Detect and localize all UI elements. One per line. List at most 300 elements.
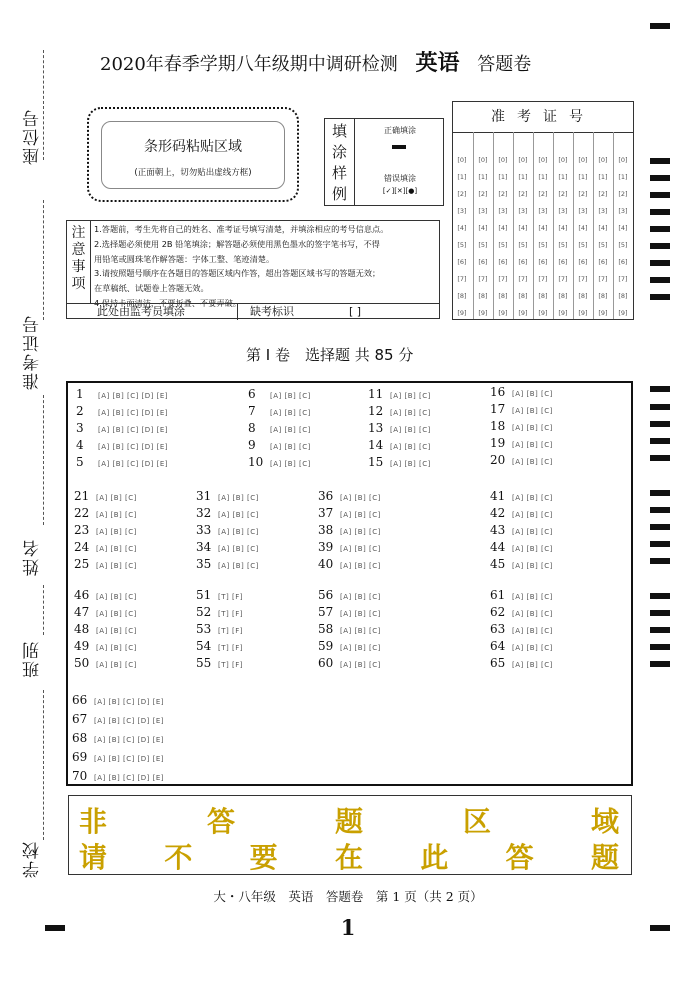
barcode-area[interactable] — [87, 107, 299, 202]
exam-id-bubble[interactable]: [9] — [558, 309, 568, 317]
exam-id-bubble[interactable]: [4] — [558, 224, 568, 232]
exam-id-bubble[interactable]: [6] — [478, 258, 488, 266]
exam-id-bubble[interactable]: [9] — [538, 309, 548, 317]
question-row — [196, 639, 254, 653]
question-row — [76, 438, 179, 452]
question-number: 9 — [248, 438, 256, 452]
answer-options[interactable]: [A] [B] [C] — [340, 562, 381, 570]
question-number: 50 — [74, 656, 90, 670]
exam-id-column — [513, 132, 533, 319]
answer-options[interactable]: [A] [B] [C] — [512, 528, 553, 536]
answer-options[interactable]: [A] [B] [C] — [390, 443, 431, 451]
question-number: 7 — [248, 404, 256, 418]
timing-mark — [650, 158, 670, 164]
question-number: 43 — [490, 523, 506, 537]
exam-id-bubble[interactable]: [9] — [478, 309, 488, 317]
barcode-label: 条形码粘贴区域 — [144, 139, 242, 155]
exam-id-bubble[interactable]: [6] — [538, 258, 548, 266]
exam-id-column — [493, 132, 513, 319]
exam-id-bubble[interactable]: [8] — [538, 292, 548, 300]
timing-mark — [650, 243, 670, 249]
exam-id-bubble[interactable]: [2] — [457, 190, 467, 198]
exam-id-bubble[interactable]: [3] — [457, 207, 467, 215]
question-number: 49 — [74, 639, 90, 653]
answer-options[interactable]: [A] [B] [C] — [270, 443, 311, 451]
question-row — [76, 404, 179, 418]
exam-id-bubble[interactable]: [4] — [598, 224, 608, 232]
exam-id-bubble[interactable]: [4] — [518, 224, 528, 232]
answer-options[interactable]: [T] [F] — [218, 610, 243, 618]
question-row — [318, 557, 392, 571]
question-row — [74, 557, 148, 571]
exam-id-bubble[interactable]: [9] — [457, 309, 467, 317]
answer-options[interactable]: [A] [B] [C] [D] [E] — [94, 698, 165, 706]
answer-options[interactable]: [A] [B] [C] [D] [E] — [94, 755, 165, 763]
section-title: 第 Ⅰ 卷 选择题 共 85 分 — [246, 346, 414, 364]
exam-id-bubble[interactable]: [7] — [598, 275, 608, 283]
exam-id-bubble[interactable]: [8] — [478, 292, 488, 300]
question-number: 18 — [490, 419, 506, 433]
question-row — [318, 605, 392, 619]
correct-fill-label: 正确填涂 — [384, 126, 416, 135]
exam-id-bubble[interactable]: [3] — [578, 207, 588, 215]
side-divider — [43, 585, 44, 635]
question-number: 44 — [490, 540, 506, 554]
exam-id-bubble[interactable]: [3] — [618, 207, 628, 215]
side-divider — [43, 200, 44, 320]
exam-id-bubble[interactable]: [5] — [457, 241, 467, 249]
exam-id-bubble[interactable]: [9] — [498, 309, 508, 317]
question-row — [196, 506, 270, 520]
exam-id-bubble[interactable]: [8] — [518, 292, 528, 300]
timing-mark — [650, 23, 670, 29]
answer-options[interactable]: [A] [B] [C] — [218, 494, 259, 502]
question-number: 23 — [74, 523, 90, 537]
question-row — [490, 489, 564, 503]
timing-mark — [650, 524, 670, 530]
exam-id-bubble[interactable]: [3] — [478, 207, 488, 215]
question-number: 1 — [76, 387, 84, 401]
question-number: 48 — [74, 622, 90, 636]
answer-options[interactable]: [A] [B] [C] — [512, 407, 553, 415]
answer-options[interactable]: [A] [B] [C] — [340, 627, 381, 635]
exam-id-bubble[interactable]: [5] — [538, 241, 548, 249]
exam-id-bubble[interactable]: [2] — [558, 190, 568, 198]
exam-id-bubble[interactable]: [8] — [457, 292, 467, 300]
question-number: 56 — [318, 588, 334, 602]
exam-id-bubble[interactable]: [2] — [598, 190, 608, 198]
answer-options[interactable]: [A] [B] [C] — [512, 610, 553, 618]
answer-options[interactable]: [A] [B] [C] — [218, 511, 259, 519]
page-number: 1 — [340, 915, 356, 940]
question-number: 11 — [368, 387, 384, 401]
answer-options[interactable]: [A] [B] [C] — [390, 460, 431, 468]
page-footer: 大・八年级 英语 答题卷 第 1 页（共 2 页） — [213, 889, 483, 904]
question-row — [248, 404, 322, 418]
exam-id-bubble[interactable]: [7] — [538, 275, 548, 283]
exam-id-bubble[interactable]: [1] — [558, 173, 568, 181]
answer-options[interactable]: [A] [B] [C] — [218, 545, 259, 553]
answer-options[interactable]: [A] [B] [C] — [340, 644, 381, 652]
timing-mark — [650, 386, 670, 392]
timing-mark — [650, 541, 670, 547]
exam-id-bubble[interactable]: [6] — [457, 258, 467, 266]
question-row — [368, 404, 442, 418]
exam-id-bubble[interactable]: [9] — [618, 309, 628, 317]
question-row — [368, 455, 442, 469]
question-number: 51 — [196, 588, 212, 602]
exam-id-column — [453, 132, 472, 319]
no-answer-char: 题 — [590, 841, 619, 874]
exam-id-bubble[interactable]: [6] — [498, 258, 508, 266]
exam-id-bubble[interactable]: [2] — [618, 190, 628, 198]
timing-mark — [650, 610, 670, 616]
exam-id-bubble[interactable]: [2] — [518, 190, 528, 198]
question-number: 40 — [318, 557, 334, 571]
answer-options[interactable]: [A] [B] [C] — [96, 627, 137, 635]
exam-id-column — [573, 132, 593, 319]
question-number: 66 — [72, 693, 88, 707]
question-row — [196, 605, 254, 619]
exam-id-bubble[interactable]: [6] — [518, 258, 528, 266]
question-row — [318, 639, 392, 653]
answer-options[interactable]: [T] [F] — [218, 627, 243, 635]
question-number: 25 — [74, 557, 90, 571]
question-number: 55 — [196, 656, 212, 670]
exam-id-bubble[interactable]: [1] — [598, 173, 608, 181]
correct-fill-mark — [392, 145, 406, 149]
exam-id-bubble[interactable]: [4] — [618, 224, 628, 232]
exam-id-bubble[interactable]: [1] — [538, 173, 548, 181]
exam-id-bubble[interactable]: [3] — [498, 207, 508, 215]
answer-options[interactable]: [A] [B] [C] — [340, 661, 381, 669]
timing-mark — [650, 438, 670, 444]
answer-sheet — [66, 381, 633, 786]
exam-id-bubble[interactable]: [7] — [478, 275, 488, 283]
timing-mark — [650, 277, 670, 283]
answer-options[interactable]: [A] [B] [C] — [96, 661, 137, 669]
exam-id-column — [473, 132, 493, 319]
timing-mark — [650, 490, 670, 496]
question-row — [490, 419, 564, 433]
question-row — [196, 540, 270, 554]
side-divider — [43, 395, 44, 525]
question-row — [196, 557, 270, 571]
exam-id-bubble[interactable]: [3] — [518, 207, 528, 215]
side-divider — [43, 690, 44, 840]
question-number: 24 — [74, 540, 90, 554]
question-row — [196, 622, 254, 636]
question-number: 31 — [196, 489, 212, 503]
exam-id-bubble[interactable]: [9] — [518, 309, 528, 317]
question-number: 38 — [318, 523, 334, 537]
question-number: 65 — [490, 656, 506, 670]
answer-options[interactable]: [A] [B] [C] — [340, 528, 381, 536]
answer-options[interactable]: [A] [B] [C] — [512, 627, 553, 635]
no-answer-char: 非 — [79, 805, 108, 838]
answer-options[interactable]: [A] [B] [C] — [512, 661, 553, 669]
answer-options[interactable]: [A] [B] [C] — [512, 545, 553, 553]
timing-mark — [650, 627, 670, 633]
exam-id-bubble[interactable]: [4] — [457, 224, 467, 232]
exam-id-bubble[interactable]: [1] — [618, 173, 628, 181]
no-answer-row-1 — [79, 800, 649, 840]
exam-id-bubble[interactable]: [9] — [598, 309, 608, 317]
timing-mark — [650, 593, 670, 599]
exam-id-bubble[interactable]: [1] — [457, 173, 467, 181]
question-number: 67 — [72, 712, 88, 726]
answer-options[interactable]: [A] [B] [C] — [340, 545, 381, 553]
question-number: 2 — [76, 404, 84, 418]
question-row — [72, 769, 175, 783]
question-number: 17 — [490, 402, 506, 416]
exam-id-bubble[interactable]: [7] — [578, 275, 588, 283]
question-number: 45 — [490, 557, 506, 571]
question-row — [490, 385, 564, 399]
exam-id-bubble[interactable]: [2] — [478, 190, 488, 198]
exam-id-bubble[interactable]: [4] — [478, 224, 488, 232]
question-number: 13 — [368, 421, 384, 435]
exam-id-bubble[interactable]: [6] — [598, 258, 608, 266]
exam-id-bubble[interactable]: [6] — [618, 258, 628, 266]
no-answer-char: 答 — [206, 805, 235, 838]
wrong-fill-label: 错误填涂 — [384, 174, 416, 183]
exam-id-bubble[interactable]: [8] — [498, 292, 508, 300]
exam-id-bubble[interactable]: [1] — [578, 173, 588, 181]
no-answer-char: 区 — [462, 805, 491, 838]
timing-mark — [650, 209, 670, 215]
exam-id-bubble[interactable]: [1] — [478, 173, 488, 181]
exam-id-bubble[interactable]: [4] — [498, 224, 508, 232]
question-number: 42 — [490, 506, 506, 520]
timing-mark — [650, 507, 670, 513]
exam-id-bubble[interactable]: [0] — [498, 156, 508, 164]
notes-label: 注 意 事 项 — [67, 221, 91, 303]
answer-options[interactable]: [A] [B] [C] [D] [E] — [98, 392, 169, 400]
timing-mark — [650, 558, 670, 564]
answer-options[interactable]: [A] [B] [C] — [96, 610, 137, 618]
question-row — [74, 605, 148, 619]
answer-options[interactable]: [A] [B] [C] — [270, 392, 311, 400]
exam-id-bubble[interactable]: [0] — [518, 156, 528, 164]
answer-options[interactable]: [A] [B] [C] — [512, 441, 553, 449]
exam-id-bubble[interactable]: [8] — [558, 292, 568, 300]
answer-options[interactable]: [A] [B] [C] — [512, 562, 553, 570]
question-row — [490, 453, 564, 467]
answer-options[interactable]: [A] [B] [C] — [512, 494, 553, 502]
exam-id-bubble[interactable]: [0] — [618, 156, 628, 164]
question-row — [248, 387, 322, 401]
question-number: 5 — [76, 455, 84, 469]
question-row — [74, 506, 148, 520]
question-number: 36 — [318, 489, 334, 503]
wrong-fill-marks: [✓][✕][●] — [382, 187, 418, 195]
answer-options[interactable]: [A] [B] [C] [D] [E] — [98, 460, 169, 468]
question-number: 35 — [196, 557, 212, 571]
question-number: 41 — [490, 489, 506, 503]
answer-options[interactable]: [A] [B] [C] — [96, 562, 137, 570]
question-number: 33 — [196, 523, 212, 537]
question-number: 64 — [490, 639, 506, 653]
exam-id-bubble[interactable]: [8] — [598, 292, 608, 300]
fill-example-box — [324, 118, 444, 206]
exam-id-bubble[interactable]: [7] — [618, 275, 628, 283]
answer-options[interactable]: [A] [B] [C] — [218, 562, 259, 570]
timing-mark — [650, 226, 670, 232]
question-row — [368, 438, 442, 452]
answer-options[interactable]: [A] [B] [C] [D] [E] — [98, 443, 169, 451]
answer-options[interactable]: [T] [F] — [218, 661, 243, 669]
exam-id-bubble[interactable]: [0] — [478, 156, 488, 164]
exam-id-bubble[interactable]: [4] — [538, 224, 548, 232]
question-row — [490, 523, 564, 537]
answer-options[interactable]: [A] [B] [C] — [340, 610, 381, 618]
answer-options[interactable]: [T] [F] — [218, 593, 243, 601]
exam-id-bubble[interactable]: [5] — [478, 241, 488, 249]
answer-options[interactable]: [A] [B] [C] — [96, 494, 137, 502]
no-answer-char: 在 — [334, 841, 363, 874]
answer-options[interactable]: [A] [B] [C] — [512, 390, 553, 398]
exam-id-bubble[interactable]: [3] — [558, 207, 568, 215]
answer-options[interactable]: [A] [B] [C] [D] [E] — [94, 717, 165, 725]
exam-id-bubble[interactable]: [7] — [518, 275, 528, 283]
answer-options[interactable]: [A] [B] [C] — [96, 593, 137, 601]
exam-id-bubble[interactable]: [1] — [498, 173, 508, 181]
answer-options[interactable]: [A] [B] [C] — [512, 458, 553, 466]
answer-options[interactable]: [A] [B] [C] [D] [E] — [98, 426, 169, 434]
exam-id-bubble[interactable]: [2] — [498, 190, 508, 198]
question-row — [318, 506, 392, 520]
answer-options[interactable]: [A] [B] [C] — [340, 494, 381, 502]
answer-options[interactable]: [A] [B] [C] — [512, 424, 553, 432]
fill-example-label: 填 涂 样 例 — [325, 119, 355, 205]
exam-id-bubble[interactable]: [5] — [498, 241, 508, 249]
question-number: 20 — [490, 453, 506, 467]
answer-options[interactable]: [A] [B] [C] — [340, 511, 381, 519]
exam-id-bubble[interactable]: [8] — [618, 292, 628, 300]
question-row — [490, 557, 564, 571]
answer-options[interactable]: [A] [B] [C] [D] [E] — [94, 736, 165, 744]
answer-options[interactable]: [A] [B] [C] — [96, 644, 137, 652]
exam-id-bubble[interactable]: [6] — [558, 258, 568, 266]
question-number: 68 — [72, 731, 88, 745]
answer-options[interactable]: [A] [B] [C] — [270, 409, 311, 417]
exam-id-bubble[interactable]: [0] — [538, 156, 548, 164]
question-row — [490, 506, 564, 520]
page-title — [100, 46, 531, 77]
question-row — [368, 387, 442, 401]
exam-id-bubble[interactable]: [5] — [598, 241, 608, 249]
absent-box[interactable]: [ ] — [349, 305, 362, 318]
barcode-note: (正面朝上，切勿贴出虚线方框) — [134, 168, 252, 178]
exam-id-bubble[interactable]: [9] — [578, 309, 588, 317]
exam-id-bubble[interactable]: [5] — [578, 241, 588, 249]
question-number: 69 — [72, 750, 88, 764]
answer-options[interactable]: [A] [B] [C] — [512, 644, 553, 652]
answer-options[interactable]: [A] [B] [C] — [96, 528, 137, 536]
exam-id-bubble[interactable]: [0] — [558, 156, 568, 164]
exam-id-bubble[interactable]: [4] — [578, 224, 588, 232]
question-row — [74, 622, 148, 636]
question-number: 15 — [368, 455, 384, 469]
question-number: 53 — [196, 622, 212, 636]
timing-mark — [650, 661, 670, 667]
timing-mark — [650, 644, 670, 650]
no-answer-char: 题 — [334, 805, 363, 838]
exam-id-bubble[interactable]: [5] — [618, 241, 628, 249]
no-answer-char: 不 — [164, 841, 193, 874]
exam-id-column — [593, 132, 613, 319]
exam-id-bubble[interactable]: [0] — [598, 156, 608, 164]
question-row — [72, 750, 175, 764]
exam-id-bubble[interactable]: [7] — [457, 275, 467, 283]
answer-options[interactable]: [A] [B] [C] — [340, 593, 381, 601]
question-row — [72, 731, 175, 745]
answer-options[interactable]: [A] [B] [C] — [512, 511, 553, 519]
exam-id-bubble[interactable]: [2] — [578, 190, 588, 198]
answer-options[interactable]: [A] [B] [C] — [218, 528, 259, 536]
question-number: 47 — [74, 605, 90, 619]
question-number: 37 — [318, 506, 334, 520]
question-row — [76, 455, 179, 469]
proctor-row — [67, 303, 439, 320]
timing-mark — [650, 404, 670, 410]
exam-id-bubble[interactable]: [8] — [578, 292, 588, 300]
question-row — [74, 588, 148, 602]
answer-options[interactable]: [T] [F] — [218, 644, 243, 652]
answer-options[interactable]: [A] [B] [C] — [96, 545, 137, 553]
exam-id-bubble[interactable]: [0] — [457, 156, 467, 164]
exam-id-bubble[interactable]: [0] — [578, 156, 588, 164]
question-number: 14 — [368, 438, 384, 452]
exam-id-bubble[interactable]: [2] — [538, 190, 548, 198]
exam-id-bubble[interactable]: [7] — [498, 275, 508, 283]
answer-options[interactable]: [A] [B] [C] — [390, 409, 431, 417]
exam-id-bubble[interactable]: [1] — [518, 173, 528, 181]
proctor-label: 此处由监考员填涂 — [97, 305, 185, 318]
question-number: 6 — [248, 387, 256, 401]
school-label: 学校 — [23, 840, 43, 878]
answer-options[interactable]: [A] [B] [C] — [96, 511, 137, 519]
question-row — [248, 421, 322, 435]
exam-id-bubble[interactable]: [5] — [558, 241, 568, 249]
exam-id-bubble[interactable]: [7] — [558, 275, 568, 283]
question-number: 8 — [248, 421, 256, 435]
exam-id-bubble[interactable]: [6] — [578, 258, 588, 266]
answer-options[interactable]: [A] [B] [C] — [390, 426, 431, 434]
question-row — [318, 489, 392, 503]
answer-options[interactable]: [A] [B] [C] [D] [E] — [94, 774, 165, 782]
question-row — [76, 421, 179, 435]
no-answer-row-2 — [79, 836, 619, 876]
exam-id-bubble[interactable]: [3] — [598, 207, 608, 215]
answer-options[interactable]: [A] [B] [C] — [390, 392, 431, 400]
question-row — [196, 489, 270, 503]
barcode-inner-box — [101, 121, 285, 189]
answer-options[interactable]: [A] [B] [C] [D] [E] — [98, 409, 169, 417]
answer-options[interactable]: [A] [B] [C] — [270, 460, 311, 468]
answer-options[interactable]: [A] [B] [C] — [270, 426, 311, 434]
name-label: 姓名 — [23, 538, 43, 576]
question-row — [490, 540, 564, 554]
question-row — [318, 523, 392, 537]
question-number: 12 — [368, 404, 384, 418]
exam-id-bubble[interactable]: [5] — [518, 241, 528, 249]
answer-options[interactable]: [A] [B] [C] — [512, 593, 553, 601]
exam-id-bubble[interactable]: [3] — [538, 207, 548, 215]
question-number: 54 — [196, 639, 212, 653]
question-number: 32 — [196, 506, 212, 520]
